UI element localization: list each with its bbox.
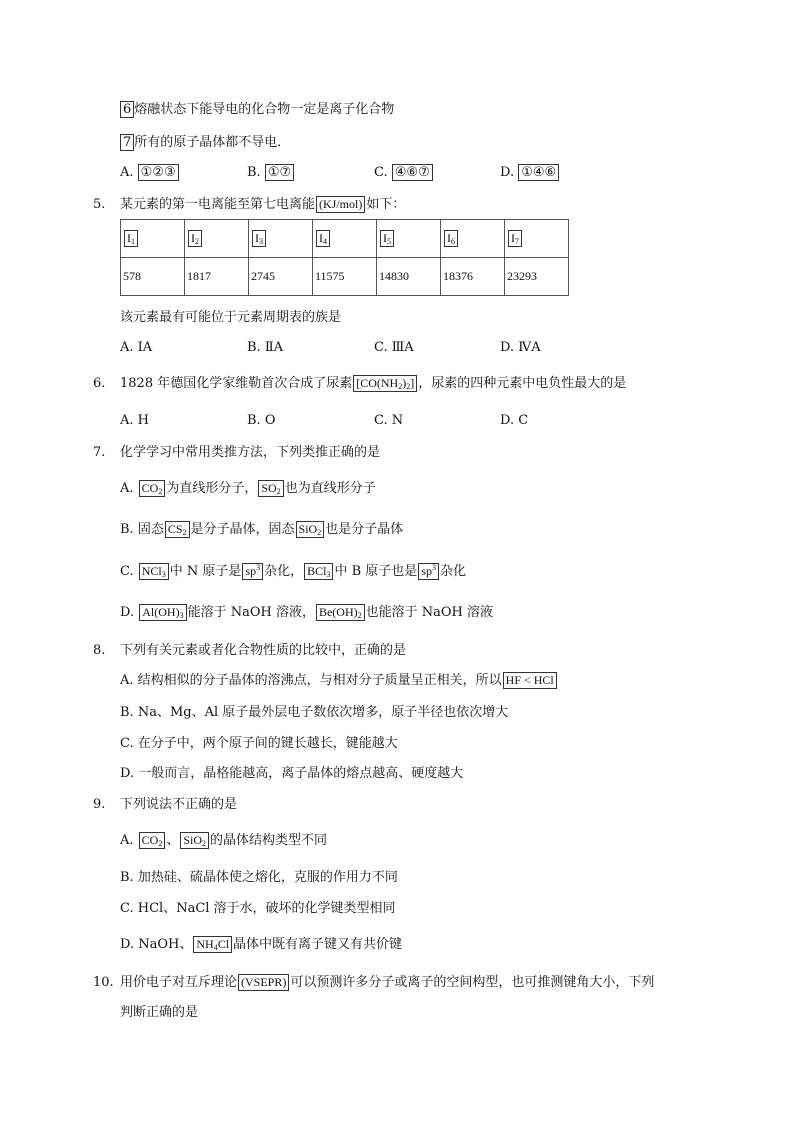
option-a[interactable]: A. H	[120, 413, 150, 428]
table-cell: 11575	[313, 258, 377, 296]
q7-option-d[interactable]: D. $Al(OH)_3$ 能溶于 NaOH 溶液， $Be(OH)_2$ 也能溶于 NaOH 溶液	[120, 605, 493, 620]
ionization-label-6: $I_6$	[444, 230, 458, 247]
table-cell: 578	[121, 258, 185, 296]
option-d[interactable]: D. C	[500, 413, 529, 428]
table-cell: 18376	[441, 258, 505, 296]
q9-option-d[interactable]: D. NaOH、 $NH_4Cl$ 晶体中既有离子键又有共价键	[120, 937, 403, 952]
question-number: 8.	[93, 643, 106, 658]
vsepr-box: (VSEPR)	[238, 974, 289, 991]
table-header-row	[121, 220, 569, 258]
table-row	[121, 258, 569, 296]
question-number: 5.	[93, 197, 106, 212]
question-number: 9.	[93, 797, 106, 812]
ionization-label-7: $I_7$	[508, 230, 522, 247]
q10-stem-cont: 判断正确的是	[120, 1005, 199, 1020]
q8-option-c[interactable]: C. 在分子中，两个原子间的键长越长，键能越大	[120, 736, 398, 751]
option-c[interactable]: C. ⅢA	[374, 340, 414, 355]
q8-option-b[interactable]: B. Na、Mg、Al 原子最外层电子数依次增多，原子半径也依次增大	[120, 705, 509, 720]
q5-stem: 某元素的第一电离能至第七电离能 (KJ/mol) 如下：	[120, 197, 406, 212]
option-b[interactable]: B. ⅡA	[247, 340, 284, 355]
ionization-label-5: $I_5$	[380, 230, 394, 247]
unit-box: (KJ/mol)	[316, 196, 365, 213]
option-d[interactable]: D. ⅣA	[500, 340, 541, 355]
option-a[interactable]: A. ①②③	[120, 163, 179, 183]
q7-option-c[interactable]: C. NCl$_3$ 中 N 原子是 $sp^3$ 杂化， BCl$_3$ 中 B 原子也是 $sp^3$ 杂化	[120, 563, 466, 579]
q7-option-b[interactable]: B. 固态 $CS_2$ 是分子晶体，固态 SiO$_2$ 也是分子晶体	[120, 522, 404, 537]
ionization-label-3: $I_3$	[252, 230, 266, 247]
question-number: 7.	[93, 445, 106, 460]
q8-option-a[interactable]: A. 结构相似的分子晶体的溶沸点，与相对分子质量呈正相关，所以 HF < HCl	[120, 671, 558, 691]
option-b[interactable]: B. ①⑦	[247, 163, 294, 183]
q9-option-a[interactable]: A. $CO_2$ 、 SiO$_2$ 的晶体结构类型不同	[120, 833, 328, 848]
q4-item-6: 6 熔融状态下能导电的化合物一定是离子化合物	[120, 100, 394, 120]
table-cell: 23293	[505, 258, 569, 296]
q7-option-a[interactable]: A. $CO_2$ 为直线形分子， $SO_2$ 也为直线形分子	[120, 481, 376, 496]
q8-stem: 下列有关元素或者化合物性质的比较中，正确的是	[120, 643, 407, 658]
table-cell: 2745	[249, 258, 313, 296]
item-marker: 7	[120, 134, 134, 151]
urea-formula: $[CO(NH_2)_2]$	[353, 375, 417, 392]
ionization-label-1: $I_1$	[124, 230, 138, 247]
q6-stem: 1828 年德国化学家维勒首次合成了尿素 $[CO(NH_2)_2]$ ，尿素的四种元素中电负性最大的是	[120, 376, 627, 391]
question-number: 6.	[93, 376, 106, 391]
question-number: 10.	[93, 975, 114, 990]
q7-stem: 化学学习中常用类推方法，下列类推正确的是	[120, 445, 381, 460]
option-d[interactable]: D. ①④⑥	[500, 163, 559, 183]
option-a[interactable]: A. ⅠA	[120, 340, 153, 355]
table-cell: 1817	[185, 258, 249, 296]
q4-item-7: 7 所有的原子晶体都不导电．	[120, 133, 290, 153]
ionization-energy-table	[120, 219, 569, 296]
q9-option-c[interactable]: C. HCl、NaCl 溶于水，破坏的化学键类型相同	[120, 901, 396, 916]
option-c[interactable]: C. N	[374, 413, 404, 428]
q9-stem: 下列说法不正确的是	[120, 797, 238, 812]
q8-option-d[interactable]: D. 一般而言，晶格能越高，离子晶体的熔点越高、硬度越大	[120, 766, 464, 781]
item-marker: 6	[120, 101, 134, 118]
option-b[interactable]: B. O	[247, 413, 276, 428]
table-cell: 14830	[377, 258, 441, 296]
q9-option-b[interactable]: B. 加热硅、硫晶体使之熔化，克服的作用力不同	[120, 870, 398, 885]
q10-stem: 用价电子对互斥理论 (VSEPR) 可以预测许多分子或离子的空间构型，也可推测键角大小，下列	[120, 975, 655, 990]
option-c[interactable]: C. ④⑥⑦	[374, 163, 433, 183]
q5-follow: 该元素最有可能位于元素周期表的族是	[120, 310, 342, 325]
comparison-box: HF < HCl	[503, 672, 557, 689]
ionization-label-2: $I_2$	[188, 230, 202, 247]
ionization-label-4: $I_4$	[316, 230, 330, 247]
